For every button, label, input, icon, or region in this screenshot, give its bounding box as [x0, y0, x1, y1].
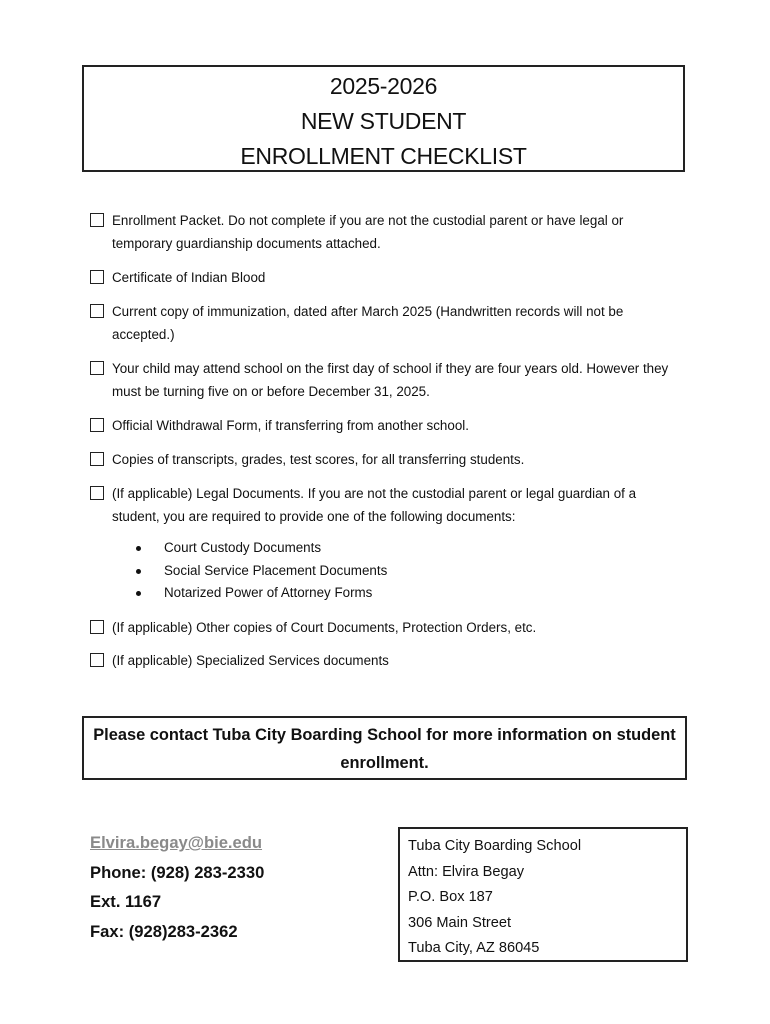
checklist-item-legal-documents: (If applicable) Legal Documents. If you are not the custodial parent or legal guardian of a student, you are required to provide one of the following documents:: [90, 482, 670, 528]
checklist-item-transcripts: Copies of transcripts, grades, test scores, for all transferring students.: [90, 448, 670, 471]
checkbox[interactable]: [90, 418, 104, 432]
list-item: Court Custody Documents: [90, 537, 670, 560]
title-box: [82, 65, 685, 172]
phone-extension: Ext. 1167: [90, 892, 162, 911]
checkbox[interactable]: [90, 452, 104, 466]
contact-details: [90, 828, 264, 946]
email-link[interactable]: Elvira.begay@bie.edu: [90, 833, 263, 852]
bullet-icon: [136, 591, 141, 596]
list-item: Notarized Power of Attorney Forms: [90, 582, 670, 605]
address-line: Tuba City Boarding School: [408, 838, 582, 854]
checklist-item-court-documents: (If applicable) Other copies of Court Documents, Protection Orders, etc.: [90, 616, 670, 639]
checkbox[interactable]: [90, 361, 104, 375]
phone-number: Phone: (928) 283-2330: [90, 862, 265, 882]
checklist-item-specialized-services: (If applicable) Specialized Services documents: [90, 649, 670, 672]
checkbox[interactable]: [90, 213, 104, 227]
checklist-item-immunization: Current copy of immunization, dated after March 2025 (Handwritten records will not be accepted.): [90, 300, 670, 346]
checkbox[interactable]: [90, 653, 104, 667]
school-year: 2025-2026: [329, 73, 438, 99]
bullet-icon: [136, 569, 141, 574]
list-item: Social Service Placement Documents: [90, 560, 670, 583]
contact-notice: Please contact Tuba City Boarding School for more information on student enrollment.: [82, 716, 687, 780]
checklist-item-withdrawal-form: Official Withdrawal Form, if transferring from another school.: [90, 414, 670, 437]
checklist-item-enrollment-packet: Enrollment Packet. Do not complete if you are not the custodial parent or have legal or temporary guardianship documents attached.: [90, 209, 670, 255]
bullet-icon: [136, 546, 141, 551]
address-line: 306 Main Street: [408, 914, 512, 931]
checklist-item-age-requirement: Your child may attend school on the first day of school if they are four years old. However they must be turning five on or before December 31, 2025.: [90, 357, 670, 403]
checkbox[interactable]: [90, 486, 104, 500]
mailing-address: [398, 827, 688, 962]
checkbox[interactable]: [90, 270, 104, 284]
fax-number: Fax: (928)283-2362: [90, 921, 238, 941]
checkbox[interactable]: [90, 304, 104, 318]
address-line: P.O. Box 187: [408, 889, 493, 906]
enrollment-checklist: [90, 209, 670, 672]
checkbox[interactable]: [90, 620, 104, 634]
legal-documents-list: [90, 537, 670, 605]
title-line-enrollment-checklist: ENROLLMENT CHECKLIST: [240, 143, 527, 169]
checklist-item-certificate-indian-blood: Certificate of Indian Blood: [90, 266, 670, 289]
address-line: Tuba City, AZ 86045: [408, 940, 540, 957]
address-line: Attn: Elvira Begay: [408, 863, 524, 880]
title-line-new-student: NEW STUDENT: [300, 108, 467, 134]
